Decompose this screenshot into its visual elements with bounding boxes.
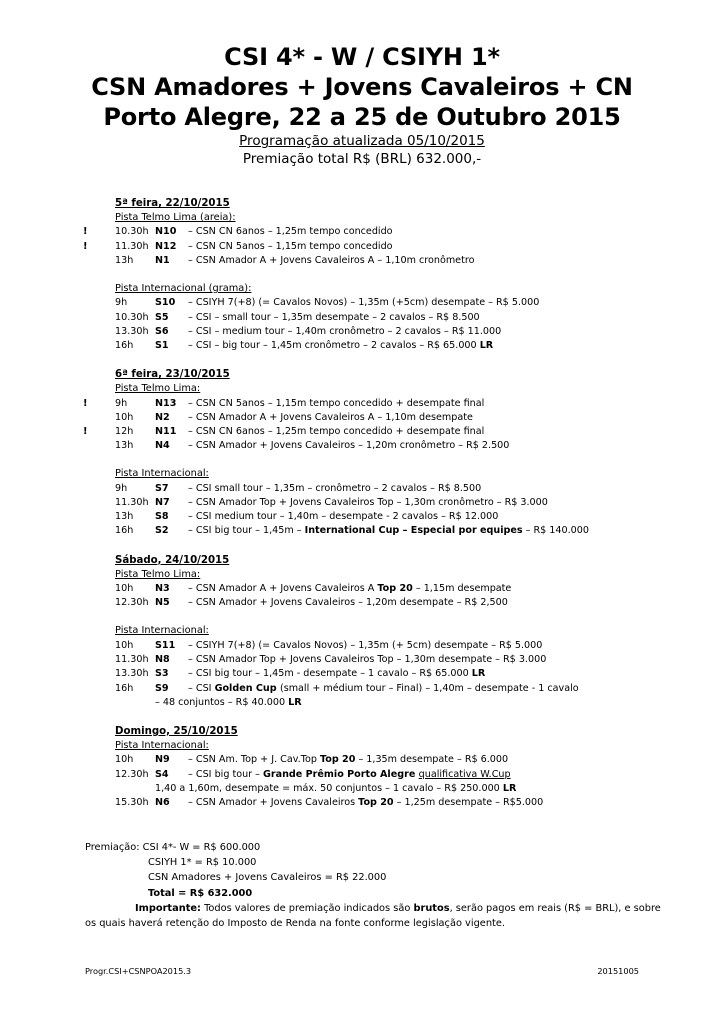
schedule-row xyxy=(0,524,724,538)
desc-pre: – CSN CN 6anos – 1,25m tempo concedido xyxy=(185,226,393,238)
row-description xyxy=(185,255,474,266)
row-time: 10.30h xyxy=(115,311,149,323)
subtitle-total-prize: Premiação total R$ (BRL) 632.000,- xyxy=(242,151,482,167)
day-block xyxy=(0,196,724,353)
row-time: 16h xyxy=(115,682,134,694)
title-line-2: CSN Amadores + Jovens Cavaleiros + CN xyxy=(91,73,633,101)
note-part-2: , serão pagos em reais (R$ = BRL), e sobre os quais haverá retenção do Imposto de Renda na fonte conforme legislação vigente. xyxy=(85,902,661,930)
desc-pre: – CSI xyxy=(185,682,215,694)
row-class-code: N13 xyxy=(155,397,177,409)
schedule-row-continuation xyxy=(0,696,724,710)
schedule-row xyxy=(0,682,724,696)
footer-date-code: 20151005 xyxy=(597,966,639,976)
row-description xyxy=(185,497,548,508)
schedule-row xyxy=(0,639,724,653)
spacer xyxy=(0,539,724,553)
row-time: 9h xyxy=(115,482,128,494)
cont-pre: – 48 conjuntos – R$ 40.000 xyxy=(155,696,289,708)
row-class-code: N8 xyxy=(155,654,170,666)
desc-emphasis: LR xyxy=(471,668,486,680)
desc-pre: – CSN Am. Top + J. Cav.Top xyxy=(185,754,320,766)
spacer xyxy=(0,353,724,367)
desc-emphasis: Golden Cup xyxy=(214,682,280,694)
spacer xyxy=(0,453,724,467)
title-line-1: CSI 4* - W / CSIYH 1* xyxy=(224,43,500,71)
row-class-code: N3 xyxy=(155,583,170,595)
attention-marker-icon: ! xyxy=(83,240,88,252)
row-time: 12h xyxy=(115,426,134,438)
row-class-code: N6 xyxy=(155,796,170,808)
row-description xyxy=(185,797,543,808)
row-time: 9h xyxy=(115,397,128,409)
day-block xyxy=(0,724,724,810)
row-description xyxy=(185,597,508,608)
ring-title: Pista Internacional: xyxy=(115,739,209,751)
row-class-code: S10 xyxy=(155,297,176,309)
desc-pre: – CSI big tour – 1,45m – xyxy=(185,525,305,537)
desc-pre: – CSIYH 7(+8) (= Cavalos Novos) – 1,35m (+5cm) desempate – R$ 5.000 xyxy=(185,297,540,309)
desc-post: – 1,15m desempate xyxy=(412,583,512,595)
desc-emphasis: Top 20 xyxy=(319,754,356,766)
desc-emphasis: LR xyxy=(479,340,494,352)
desc-pre: – CSI – small tour – 1,35m desempate – 2 cavalos – R$ 8.500 xyxy=(185,311,480,323)
row-time: 11.30h xyxy=(115,654,149,666)
cont-pre: 1,40 a 1,60m, desempate = máx. 50 conjuntos – 1 cavalo – R$ 250.000 xyxy=(155,782,503,794)
desc-pre: – CSN CN 5anos – 1,15m tempo concedido xyxy=(185,240,393,252)
schedule-row xyxy=(0,753,724,767)
schedule-row xyxy=(0,496,724,510)
day-title: Sábado, 24/10/2015 xyxy=(115,554,230,566)
day-block xyxy=(0,367,724,538)
desc-pre: – CSN Amador A + Jovens Cavaleiros A – 1,10m cronômetro xyxy=(185,254,475,266)
row-description xyxy=(185,483,481,494)
schedule-row xyxy=(0,240,724,254)
row-description xyxy=(185,340,493,351)
desc-emphasis: International Cup – Especial por equipes xyxy=(304,525,523,537)
important-note xyxy=(0,901,724,932)
desc-pre: – CSN Amador Top + Jovens Cavaleiros Top – 1,30m cronômetro – R$ 3.000 xyxy=(185,497,548,509)
row-class-code: S8 xyxy=(155,511,169,523)
desc-pre: – CSI big tour – 1,45m - desempate – 1 cavalo – R$ 65.000 xyxy=(185,668,472,680)
row-description xyxy=(185,326,501,337)
schedule-row xyxy=(0,439,724,453)
prize-line-total: Total = R$ 632.000 xyxy=(148,887,253,899)
day-title: 5ª feira, 22/10/2015 xyxy=(115,198,230,209)
desc-post: – 1,25m desempate – R$5.000 xyxy=(393,796,544,808)
row-class-code: S9 xyxy=(155,682,169,694)
schedule-row xyxy=(0,411,724,425)
row-description xyxy=(185,769,511,780)
ring-title: Pista Internacional: xyxy=(115,468,209,480)
day-title: Domingo, 25/10/2015 xyxy=(115,725,238,737)
schedule-row xyxy=(0,339,724,353)
prize-line-csiyh: CSIYH 1* = R$ 10.000 xyxy=(148,857,257,869)
schedule-row xyxy=(0,325,724,339)
ring-title: Pista Internacional (grama): xyxy=(115,283,252,295)
row-time: 13h xyxy=(115,511,134,523)
row-description xyxy=(185,398,484,409)
desc-emphasis: Top 20 xyxy=(377,583,413,595)
row-description xyxy=(185,583,511,594)
desc-post: – 1,35m desempate – R$ 6.000 xyxy=(355,754,509,766)
spacer xyxy=(0,268,724,282)
row-class-code: N10 xyxy=(155,226,177,238)
schedule-row xyxy=(0,225,724,239)
spacer xyxy=(0,710,724,724)
row-description xyxy=(185,412,473,423)
desc-pre: – CSN Amador + Jovens Cavaleiros – 1,20m cronômetro – R$ 2.500 xyxy=(185,440,510,452)
row-description xyxy=(185,426,484,437)
schedule-row xyxy=(0,667,724,681)
desc-pre: – CSN Amador A + Jovens Cavaleiros A – 1,10m desempate xyxy=(185,411,473,423)
row-time: 10h xyxy=(115,583,134,595)
desc-pre: – CSI small tour – 1,35m – cronômetro – 2 cavalos – R$ 8.500 xyxy=(185,482,482,494)
desc-pre: – CSN CN 6anos – 1,25m tempo concedido + desempate final xyxy=(185,426,485,438)
day-title: 6ª feira, 23/10/2015 xyxy=(115,369,230,381)
row-class-code: S1 xyxy=(155,340,169,352)
schedule-row xyxy=(0,296,724,310)
row-description xyxy=(185,440,509,451)
schedule-row xyxy=(0,397,724,411)
note-part-1: Todos valores de premiação indicados são xyxy=(200,902,414,914)
row-class-code: N11 xyxy=(155,426,177,438)
row-time: 13h xyxy=(115,254,134,266)
cont-emphasis: LR xyxy=(288,696,302,708)
spacer xyxy=(0,610,724,624)
row-time: 11.30h xyxy=(115,240,149,252)
ring-title: Pista Telmo Lima (areia): xyxy=(115,212,236,223)
desc-pre: – CSIYH 7(+8) (= Cavalos Novos) – 1,35m (+ 5cm) desempate – R$ 5.000 xyxy=(185,639,543,651)
desc-underline: qualificativa W.Cup xyxy=(418,768,511,780)
row-description xyxy=(185,754,508,765)
row-time: 16h xyxy=(115,525,134,537)
schedule-row xyxy=(0,510,724,524)
row-description xyxy=(185,525,589,536)
desc-post: (small + médium tour – Final) – 1,40m – desempate - 1 cavalo xyxy=(279,682,579,694)
row-description xyxy=(185,241,393,252)
prize-line-csi: Premiação: CSI 4*- W = R$ 600.000 xyxy=(85,842,261,853)
attention-marker-icon: ! xyxy=(83,397,88,409)
desc-pre: – CSN Amador + Jovens Cavaleiros – 1,20m desempate – R$ 2,500 xyxy=(185,597,508,609)
row-class-code: S5 xyxy=(155,311,169,323)
row-class-code: S7 xyxy=(155,482,169,494)
schedule-row xyxy=(0,653,724,667)
subtitle-updated-date: Programação atualizada 05/10/2015 xyxy=(239,133,485,149)
row-class-code: N9 xyxy=(155,754,170,766)
desc-pre: – CSI big tour – xyxy=(185,768,264,780)
row-description xyxy=(185,654,546,665)
row-class-code: N1 xyxy=(155,254,170,266)
row-time: 10h xyxy=(115,639,134,651)
day-block xyxy=(0,553,724,710)
schedule-row xyxy=(0,768,724,782)
row-description xyxy=(185,297,539,308)
attention-marker-icon: ! xyxy=(83,226,88,238)
footer-file-reference: Progr.CSI+CSNPOA2015.3 xyxy=(85,966,192,976)
row-class-code: N4 xyxy=(155,440,170,452)
schedule-row xyxy=(0,311,724,325)
desc-emphasis: Top 20 xyxy=(358,796,394,808)
row-time: 13.30h xyxy=(115,668,149,680)
row-description xyxy=(185,640,542,651)
schedule-row xyxy=(0,254,724,268)
schedule-row xyxy=(0,425,724,439)
row-class-code: S2 xyxy=(155,525,169,537)
ring-title: Pista Internacional: xyxy=(115,625,209,637)
row-description xyxy=(185,668,485,679)
row-time: 11.30h xyxy=(115,497,149,509)
row-class-code: N5 xyxy=(155,597,170,609)
ring-title: Pista Telmo Lima: xyxy=(115,568,201,580)
row-time: 12.30h xyxy=(115,768,149,780)
desc-post: – R$ 140.000 xyxy=(522,525,589,537)
row-time: 12.30h xyxy=(115,597,149,609)
cont-emphasis: LR xyxy=(502,782,517,794)
schedule-row xyxy=(0,482,724,496)
row-class-code: S11 xyxy=(155,639,176,651)
row-description xyxy=(185,226,393,237)
desc-emphasis: Grande Prêmio Porto Alegre xyxy=(263,768,419,780)
document-header xyxy=(0,42,724,168)
row-time: 10h xyxy=(115,411,134,423)
schedule-row-continuation xyxy=(0,782,724,796)
schedule-row xyxy=(0,796,724,810)
schedule-body xyxy=(0,196,724,810)
row-time: 9h xyxy=(115,297,128,309)
row-time: 13h xyxy=(115,440,134,452)
row-description xyxy=(185,312,480,323)
prize-summary xyxy=(0,840,724,932)
row-class-code: S4 xyxy=(155,768,169,780)
attention-marker-icon: ! xyxy=(83,426,88,438)
desc-pre: – CSI medium tour – 1,40m – desempate - 2 cavalos – R$ 12.000 xyxy=(185,511,499,523)
ring-title: Pista Telmo Lima: xyxy=(115,383,201,395)
desc-pre: – CSN Amador + Jovens Cavaleiros xyxy=(185,796,359,808)
desc-pre: – CSI – big tour – 1,45m cronômetro – 2 cavalos – R$ 65.000 xyxy=(185,340,480,352)
row-time: 10.30h xyxy=(115,226,149,238)
desc-pre: – CSN Amador Top + Jovens Cavaleiros Top – 1,30m desempate – R$ 3.000 xyxy=(185,654,547,666)
prize-line-csn: CSN Amadores + Jovens Cavaleiros = R$ 22.000 xyxy=(148,872,387,884)
schedule-row xyxy=(0,582,724,596)
desc-pre: – CSN Amador A + Jovens Cavaleiros A xyxy=(185,583,378,595)
row-class-code: N7 xyxy=(155,497,170,509)
row-time: 16h xyxy=(115,340,134,352)
row-class-code: S6 xyxy=(155,325,169,337)
row-class-code: S3 xyxy=(155,668,169,680)
row-time: 15.30h xyxy=(115,796,149,808)
note-bold-brutos: brutos xyxy=(413,902,450,914)
title-line-3: Porto Alegre, 22 a 25 de Outubro 2015 xyxy=(103,103,621,131)
row-class-code: N2 xyxy=(155,411,170,423)
row-time: 13.30h xyxy=(115,325,149,337)
row-class-code: N12 xyxy=(155,240,177,252)
row-description xyxy=(185,683,579,694)
desc-pre: – CSI – medium tour – 1,40m cronômetro – 2 cavalos – R$ 11.000 xyxy=(185,325,502,337)
schedule-row xyxy=(0,596,724,610)
important-label: Importante: xyxy=(135,902,201,914)
desc-pre: – CSN CN 5anos – 1,15m tempo concedido + desempate final xyxy=(185,397,485,409)
row-description xyxy=(185,511,498,522)
row-time: 10h xyxy=(115,754,134,766)
